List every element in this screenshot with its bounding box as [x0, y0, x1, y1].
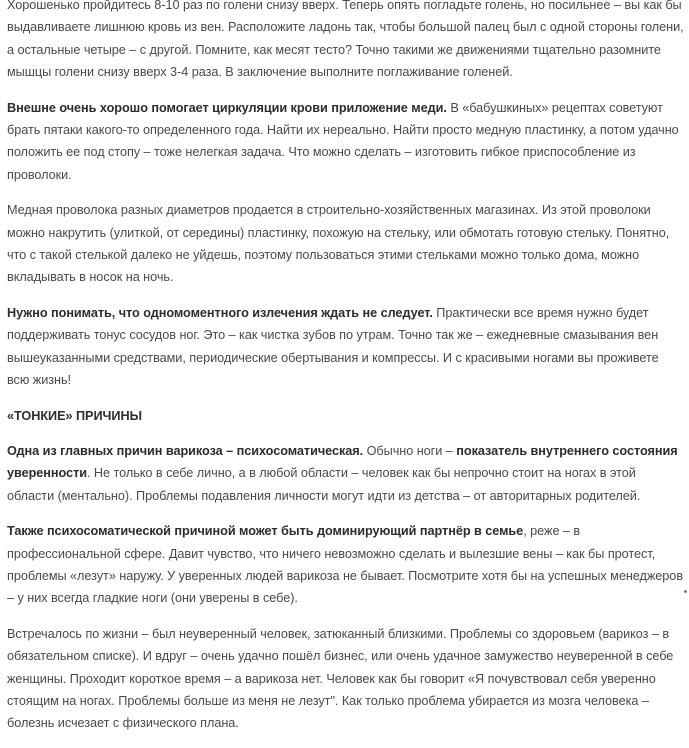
paragraph-inline-bold: показатель внутреннего состояния уверенности	[7, 443, 678, 481]
paragraph-lead-bold: Одна из главных причин варикоза – психосоматическая.	[7, 443, 364, 458]
paragraph-copper-application	[7, 97, 684, 187]
paragraph-psychosomatic-cause	[7, 440, 684, 507]
paragraph-text: . Не только в себе лично, а в любой области – человек как бы непрочно стоит на ногах в этой области (ментально). Проблемы подавления личности могут идти из детства – от авторитарных родителей.	[7, 466, 641, 503]
paragraph-text: , реже – в профессиональной сфере. Давит чувство, что ничего невозможно сделать и вылезшие вены – как бы протест, проблемы «лезут» наружу. У уверенных людей варикоза не бывает. Посмотрите хотя бы на успешных менеджеров – у них всегда гладкие ноги (они уверены в себе).	[7, 524, 684, 606]
paragraph-text: Практически все время нужно будет поддерживать тонус сосудов ног. Это – как чистка зубов по утрам. Точно так же – ежедневные смазывания вен вышеуказанными средствами, периодические обертывания и компрессы. И с красивыми ногами вы проживете всю жизнь!	[7, 305, 659, 388]
paragraph-massage-technique	[7, 0, 684, 84]
paragraph-text: Встречалось по жизни – был неуверенный человек, затюканный близкими. Проблемы со здоровьем (варикоз – в обязательном списке). И вдруг – очень удачно пошёл бизнес, или очень удачное замужество неуверенной в себе женщины. Проходит короткое время – а варикоза нет. Человек как бы говорит «Я почувствовал себя уверенно стоящим на ногах. Проблемы больше из меня не лезут". Как только проблема убирается из мозга человека – болезнь исчезает с физического плана.	[7, 626, 674, 731]
paragraph-text: Обычно ноги –	[363, 443, 457, 458]
article-body	[7, 0, 684, 748]
paragraph-copper-wire	[7, 199, 684, 289]
paragraph-text: Хорошенько пройдитесь 8-10 раз по голени снизу вверх. Теперь опять погладьте голень, но посильнее – вы как бы выдавливаете лишнюю кровь из вен. Расположите ладонь так, чтобы большой палец был с одной стороны голени, а остальные четыре – с другой. Помните, как месят тесто? Точно такими же движениями тщательно разомните мышцы голени снизу вверх 3-4 раза. В заключение выполните поглаживание голеней.	[7, 0, 684, 80]
section-heading: «ТОНКИЕ» ПРИЧИНЫ	[7, 408, 142, 423]
paragraph-lead-bold: Нужно понимать, что одномоментного излечения ждать не следует.	[7, 305, 433, 320]
paragraph-dominant-partner	[7, 520, 684, 610]
paragraph-text: В «бабушкиных» рецептах советуют брать пятаки какого-то определенного года. Найти их нереально. Найти просто медную пластинку, а потом удачно положить ее под стопу – тоже нелегкая задача. Что можно сделать – изготовить гибкое приспособление из проволоки.	[7, 100, 679, 182]
paragraph-lead-bold: Внешне очень хорошо помогает циркуляции крови приложение меди.	[7, 100, 447, 115]
paragraph-text: Медная проволока разных диаметров продается в строительно-хозяйственных магазинах. Из этой проволоки можно накрутить (улиткой, от середины) пластинку, похожую на стельку, или обмотать готовую стельку. Понятно, что с такой стелькой далеко не уйдешь, поэтому пользоваться этими стельками можно только дома, можно вкладывать в носок на ночь.	[7, 203, 670, 285]
stray-dot	[684, 590, 687, 593]
paragraph-life-example	[7, 623, 684, 735]
paragraph-lead-bold: Также психосоматической причиной может быть доминирующий партнёр в семье	[7, 524, 524, 539]
paragraph-no-instant-cure	[7, 302, 684, 392]
